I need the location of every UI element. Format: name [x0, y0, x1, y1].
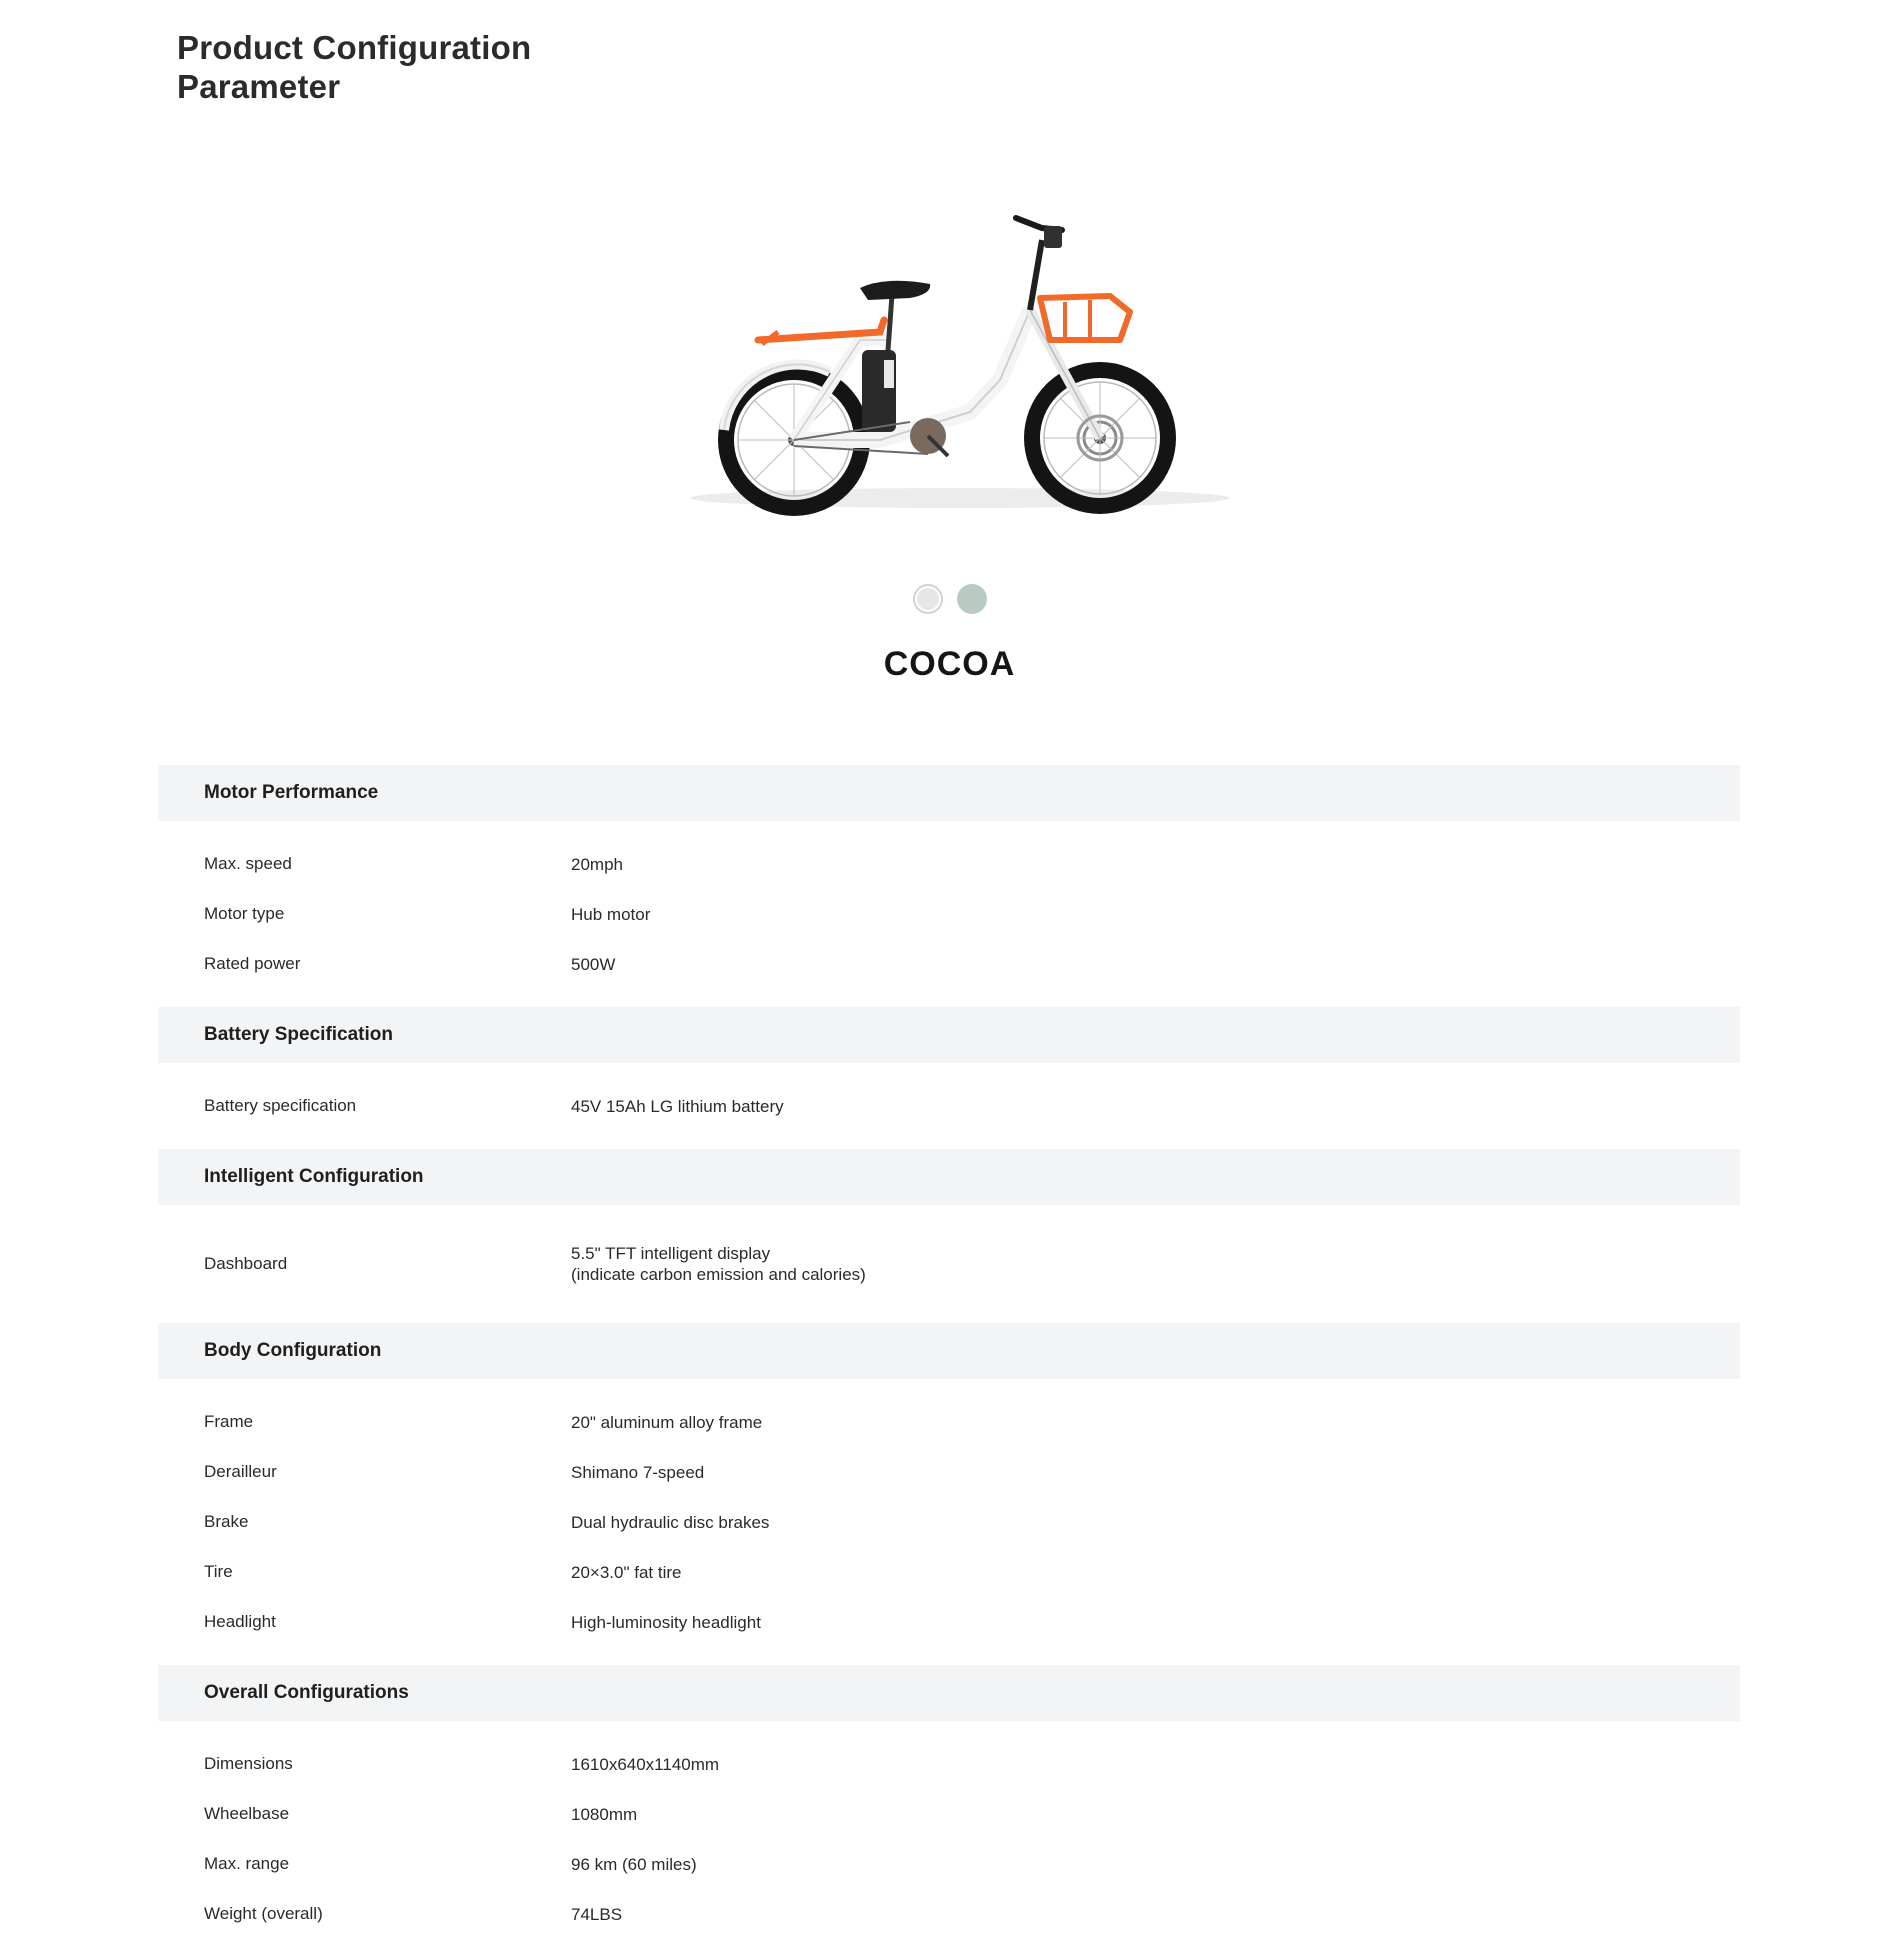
section-header: Body Configuration: [158, 1323, 1740, 1379]
spec-value: 1080mm: [571, 1804, 638, 1824]
spec-value: Shimano 7-speed: [571, 1462, 705, 1482]
spec-value: [571, 1243, 1740, 1285]
spec-row: [158, 1839, 1740, 1889]
spec-row: [158, 839, 1740, 889]
page-title-line-2: Parameter: [177, 68, 341, 105]
spec-label: Rated power: [204, 954, 301, 973]
cargo-ebike-image: [670, 200, 1250, 530]
spec-row: [158, 1889, 1740, 1939]
spec-value: 20mph: [571, 854, 623, 874]
spec-label: Brake: [204, 1512, 249, 1531]
spec-section-motor: [158, 765, 1740, 1007]
spec-row: [158, 889, 1740, 939]
spec-value: 74LBS: [571, 1904, 623, 1924]
spec-label: Headlight: [204, 1612, 276, 1631]
spec-label: Wheelbase: [204, 1804, 290, 1823]
spec-label: Max. speed: [204, 854, 292, 873]
section-header: Motor Performance: [158, 765, 1740, 821]
spec-label: Derailleur: [204, 1462, 277, 1481]
spec-section-intelligent: [158, 1149, 1740, 1323]
spec-row: [158, 1223, 1740, 1305]
spec-section-overall: [158, 1665, 1740, 1957]
spec-row: [158, 1789, 1740, 1839]
section-header: Overall Configurations: [158, 1665, 1740, 1721]
spec-label: Max. range: [204, 1854, 290, 1873]
spec-value: 45V 15Ah LG lithium battery: [571, 1096, 784, 1116]
spec-label: Motor type: [204, 904, 285, 923]
spec-row: [158, 1397, 1740, 1447]
spec-value: Dual hydraulic disc brakes: [571, 1512, 770, 1532]
color-swatch-sage[interactable]: [957, 584, 987, 614]
spec-row: [158, 1447, 1740, 1497]
spec-value-line-2: (indicate carbon emission and calories): [571, 1265, 866, 1284]
spec-label: Frame: [204, 1412, 254, 1431]
page-title-line-1: Product Configuration: [177, 29, 532, 66]
spec-section-battery: [158, 1007, 1740, 1149]
spec-table: [158, 765, 1740, 1957]
spec-value-line-1: 5.5" TFT intelligent display: [571, 1244, 771, 1263]
spec-section-body: [158, 1323, 1740, 1665]
spec-value: 1610x640x1140mm: [571, 1754, 720, 1774]
spec-label: Weight (overall): [204, 1904, 323, 1923]
spec-label: Dimensions: [204, 1754, 293, 1773]
spec-value: 500W: [571, 954, 616, 974]
page-title: [177, 28, 531, 106]
color-name: COCOA: [883, 645, 1016, 683]
section-header: Intelligent Configuration: [158, 1149, 1740, 1205]
spec-value: Hub motor: [571, 904, 651, 924]
spec-value: 20×3.0" fat tire: [571, 1562, 682, 1582]
spec-value: 96 km (60 miles): [571, 1854, 697, 1874]
spec-row: [158, 1739, 1740, 1789]
spec-value: 20" aluminum alloy frame: [571, 1412, 763, 1432]
spec-row: [158, 939, 1740, 989]
color-swatch-group: [0, 584, 1899, 614]
spec-row: [158, 1547, 1740, 1597]
spec-label: Tire: [204, 1562, 233, 1581]
spec-label: Battery specification: [204, 1096, 357, 1115]
section-header: Battery Specification: [158, 1007, 1740, 1063]
spec-row: [158, 1081, 1740, 1131]
spec-value: High-luminosity headlight: [571, 1612, 761, 1632]
spec-row: [158, 1497, 1740, 1547]
color-swatch-white[interactable]: [913, 584, 943, 614]
spec-row: [158, 1597, 1740, 1647]
spec-label: Dashboard: [204, 1254, 288, 1273]
